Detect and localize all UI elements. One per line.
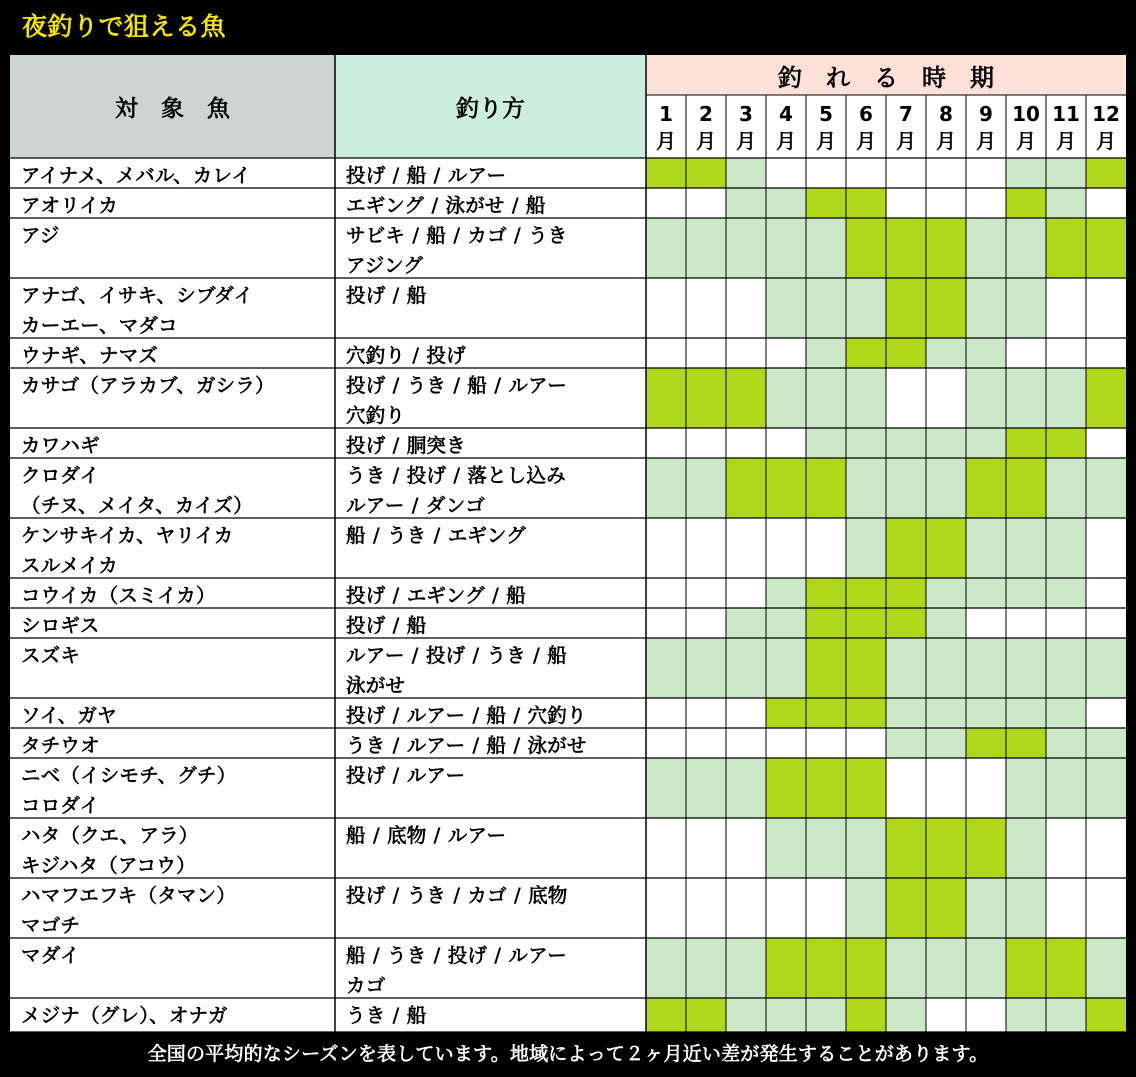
- header-season: 釣 れ る 時 期: [646, 55, 1126, 95]
- month-header-12: 12 月: [1092, 102, 1120, 153]
- method-cell: 投げ / 船: [346, 284, 427, 307]
- fish-name-cell: カワハギ: [21, 434, 100, 457]
- method-cell: ルアー / 投げ / うき / 船 泳がせ: [346, 644, 567, 697]
- fish-name-cell: コウイカ（スミイカ）: [21, 584, 216, 607]
- fish-name-cell: アイナメ、メバル、カレイ: [21, 164, 251, 187]
- fish-name-cell: ソイ、ガヤ: [21, 704, 117, 727]
- header-fish: 対 象 魚: [10, 55, 335, 158]
- method-cell: 投げ / 船 / ルアー: [346, 164, 507, 187]
- method-cell: サビキ / 船 / カゴ / うき アジング: [346, 224, 568, 277]
- method-cell: うき / 投げ / 落とし込み ルアー / ダンゴ: [346, 464, 566, 517]
- fish-name-cell: カサゴ（アラカブ、ガシラ）: [21, 374, 275, 397]
- month-header-6: 6 月: [856, 102, 876, 153]
- table-grid-lines: [10, 55, 1126, 1032]
- fish-name-cell: ハタ（クエ、アラ） キジハタ（アコウ）: [21, 824, 199, 877]
- fish-name-cell: アオリイカ: [21, 194, 119, 217]
- method-cell: 船 / うき / エギング: [346, 524, 526, 547]
- method-cell: 投げ / うき / 船 / ルアー 穴釣り: [346, 374, 567, 427]
- month-header-1: 1 月: [656, 102, 676, 153]
- month-header-8: 8 月: [936, 102, 956, 153]
- page-title: 夜釣りで狙える魚: [22, 12, 227, 41]
- method-cell: 船 / 底物 / ルアー: [346, 824, 507, 847]
- fish-name-cell: アジ: [21, 224, 60, 247]
- fish-name-cell: シロギス: [21, 614, 100, 637]
- fish-name-cell: メジナ（グレ）、オナガ: [21, 1004, 228, 1027]
- fish-name-cell: タチウオ: [21, 734, 100, 757]
- footer-note: 全国の平均的なシーズンを表しています。地域によって２ヶ月近い差が発生することがあります。: [147, 1043, 989, 1065]
- method-cell: 投げ / ルアー: [346, 764, 466, 787]
- method-cell: うき / ルアー / 船 / 泳がせ: [346, 734, 587, 757]
- month-header-11: 11 月: [1052, 102, 1080, 153]
- fish-name-cell: スズキ: [21, 644, 81, 667]
- month-header-9: 9 月: [976, 102, 996, 153]
- fishing-season-table: [10, 55, 1126, 1032]
- fish-name-cell: ケンサキイカ、ヤリイカ スルメイカ: [21, 524, 234, 577]
- month-header-10: 10 月: [1012, 102, 1040, 153]
- method-cell: 投げ / 船: [346, 614, 427, 637]
- month-header-4: 4 月: [776, 102, 796, 153]
- method-cell: 投げ / 胴突き: [346, 434, 466, 457]
- fish-name-cell: ニベ（イシモチ、グチ） コロダイ: [21, 764, 237, 817]
- month-header-3: 3 月: [736, 102, 756, 153]
- method-cell: うき / 船: [346, 1004, 427, 1027]
- month-header-5: 5 月: [816, 102, 836, 153]
- method-cell: 穴釣り / 投げ: [346, 344, 466, 367]
- method-cell: 投げ / ルアー / 船 / 穴釣り: [346, 704, 587, 727]
- method-cell: エギング / 泳がせ / 船: [346, 194, 546, 217]
- method-cell: 投げ / エギング / 船: [346, 584, 526, 607]
- method-cell: 投げ / うき / カゴ / 底物: [346, 884, 568, 907]
- month-header-2: 2 月: [696, 102, 716, 153]
- fish-name-cell: クロダイ （チヌ、メイタ、カイズ）: [21, 464, 253, 517]
- header-method: 釣り方: [335, 55, 646, 158]
- fish-name-cell: アナゴ、イサキ、シブダイ カーエー、マダコ: [21, 284, 254, 337]
- fish-name-cell: ウナギ、ナマズ: [21, 344, 159, 367]
- month-header-7: 7 月: [896, 102, 916, 153]
- fish-name-cell: マダイ: [21, 944, 80, 967]
- method-cell: 船 / うき / 投げ / ルアー カゴ: [346, 944, 567, 997]
- fish-name-cell: ハマフエフキ（タマン） マゴチ: [21, 884, 236, 937]
